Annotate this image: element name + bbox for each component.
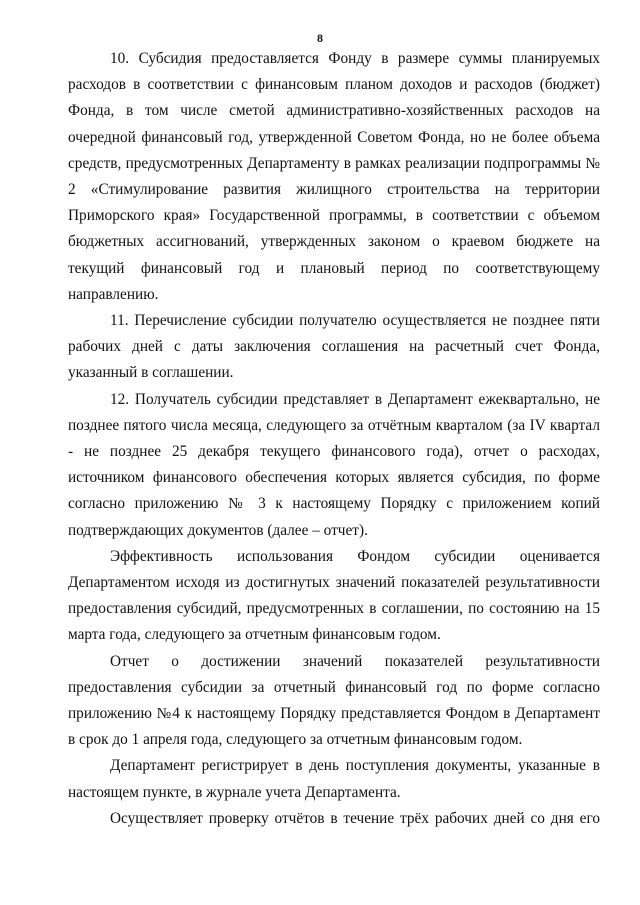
paragraph-report-check: Осуществляет проверку отчётов в течение трёх рабочих дней со дня его: [110, 809, 600, 827]
paragraph-registration: Департамент регистрирует в день поступления документы, указанные в настоящем пункте, в журнале учета Департамента.: [68, 757, 600, 801]
paragraph-10-subsidy-amount: 10. Субсидия предоставляется Фонду в размере суммы планируемых расходов в соответствии с финансовым планом доходов и расходов (бюджет) Фонда, в том числе сметой административно-хозяйственных расходов на очередной финансовый год, утвержденной Советом Фонда, но не более объема средств, предусмотренных Департаменту в рамках реализации подпрограммы № 2 «Стимулирование развития жилищного строительства на территории Приморского края» Государственной программы, в соответствии с объемом бюджетных ассигнований, утвержденных законом о краевом бюджете на текущий финансовый год и плановый период по соответствующему направлению.: [68, 50, 600, 303]
paragraph-efficiency-evaluation: Эффективность использования Фондом субсидии оценивается Департаментом исходя из достигнутых значений показателей результативности предоставления субсидий, предусмотренных в соглашении, по состоянию на 15 марта года, следующего за отчетным финансовым годом.: [68, 547, 600, 644]
paragraph-11-subsidy-transfer: 11. Перечисление субсидии получателю осуществляется не позднее пяти рабочих дней с даты заключения соглашения на расчетный счет Фонда, указанный в соглашении.: [68, 312, 600, 382]
page-number: 8: [317, 31, 323, 45]
paragraph-results-report: Отчет о достижении значений показателей результативности предоставления субсидии за отчетный финансовый год по форме согласно приложению №4 к настоящему Порядку представляется Фондом в Департамент в срок до 1 апреля года, следующего за отчетным финансовым годом.: [68, 652, 600, 749]
paragraph-12-quarterly-report: 12. Получатель субсидии представляет в Департамент ежеквартально, не позднее пятого числа месяца, следующего за отчётным кварталом (за IV квартал - не позднее 25 декабря текущего финансового года), отчет о расходах, источником финансового обеспечения которых является субсидия, по форме согласно приложению № 3 к настоящему Порядку с приложением копий подтверждающих документов (далее – отчет).: [68, 390, 600, 539]
document-body: [68, 46, 600, 832]
